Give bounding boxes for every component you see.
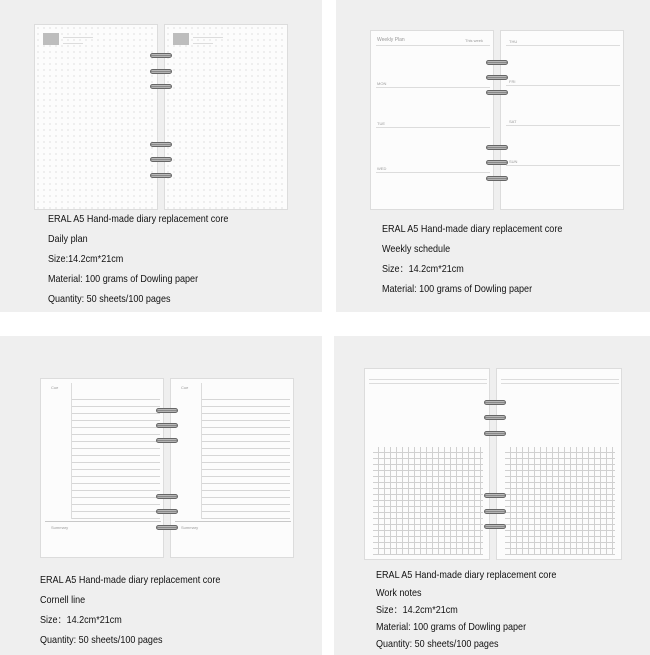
caption-line: Size：14.2cm*21cm [376,604,458,616]
day-label: THU [509,39,518,44]
header-line [369,383,487,384]
day-label: WED [377,166,387,171]
binder-ring [484,524,506,529]
product-card-daily-plan [0,0,322,312]
caption-title: ERAL A5 Hand-made diary replacement core [382,223,563,235]
binder-ring [484,431,506,436]
caption-line: Daily plan [48,233,88,245]
day-label: TUE [377,121,385,126]
binder-ring [484,493,506,498]
page-week: This week [465,38,484,43]
photo-placeholder [173,33,189,45]
day-label: MON [377,81,387,86]
summary-divider [175,521,291,522]
binder-ring [156,438,178,443]
caption-line: Quantity: 50 sheets/100 pages [376,638,499,650]
binder-ring [484,415,506,420]
day-label: SAT [509,119,517,124]
header-line [193,43,213,44]
caption-line: Material: 100 grams of Dowling paper [376,621,527,633]
divider [376,127,490,128]
grid-area [373,447,483,555]
binder-ring [484,400,506,405]
caption-line: Weekly schedule [382,243,451,255]
summary-divider [45,521,161,522]
header-line [63,43,83,44]
binder-ring [486,160,508,165]
summary-label: Summary [181,525,199,530]
caption-title: ERAL A5 Hand-made diary replacement core [376,569,557,581]
divider [506,45,620,46]
binder-ring [150,84,172,89]
left-page [364,368,490,560]
header-line [501,379,619,380]
caption-line: Size：14.2cm*21cm [40,614,122,626]
divider [376,45,490,46]
grid-area [505,447,615,555]
summary-label: Summary [51,525,69,530]
ruled-area [202,393,290,519]
caption-line: Quantity: 50 sheets/100 pages [40,634,163,646]
binder-ring [150,173,172,178]
header-line [193,37,223,38]
divider [376,172,490,173]
caption-line: Quantity: 50 sheets/100 pages [48,293,171,305]
right-page [500,30,624,210]
divider [376,87,490,88]
right-page [496,368,622,560]
binder-ring [484,509,506,514]
binder-ring [150,69,172,74]
caption-line: Work notes [376,587,422,599]
binder-ring [486,60,508,65]
caption-line: Material: 100 grams of Dowling paper [382,283,533,295]
header-line [63,37,93,38]
binder-ring [486,75,508,80]
cue-label: Cue [181,385,189,390]
binder-ring [486,145,508,150]
caption-line: Material: 100 grams of Dowling paper [48,273,199,285]
binder-ring [486,176,508,181]
binder-ring [156,525,178,530]
caption-title: ERAL A5 Hand-made diary replacement core [40,574,221,586]
divider [506,165,620,166]
binder-ring [156,509,178,514]
ruled-area [72,393,160,519]
page-title: Weekly Plan [377,37,405,43]
right-page [164,24,288,210]
photo-placeholder [43,33,59,45]
left-page [40,378,164,558]
left-page [34,24,158,210]
divider [506,125,620,126]
divider [506,85,620,86]
caption-title: ERAL A5 Hand-made diary replacement core [48,213,229,225]
left-page [370,30,494,210]
right-page [170,378,294,558]
binder-ring [150,142,172,147]
binder-ring [150,53,172,58]
day-label: SUN [509,159,518,164]
cue-label: Cue [51,385,59,390]
caption-line: Size：14.2cm*21cm [382,263,464,275]
day-label: FRI [509,79,516,84]
binder-ring [150,157,172,162]
binder-ring [156,423,178,428]
caption-line: Cornell line [40,594,86,606]
product-card-cornell-line [0,336,322,655]
header-line [369,379,487,380]
product-card-weekly-schedule [336,0,650,312]
product-card-work-notes [334,336,650,655]
binder-ring [156,408,178,413]
binder-ring [486,90,508,95]
caption-line: Size:14.2cm*21cm [48,253,124,265]
binder-ring [156,494,178,499]
header-line [501,383,619,384]
